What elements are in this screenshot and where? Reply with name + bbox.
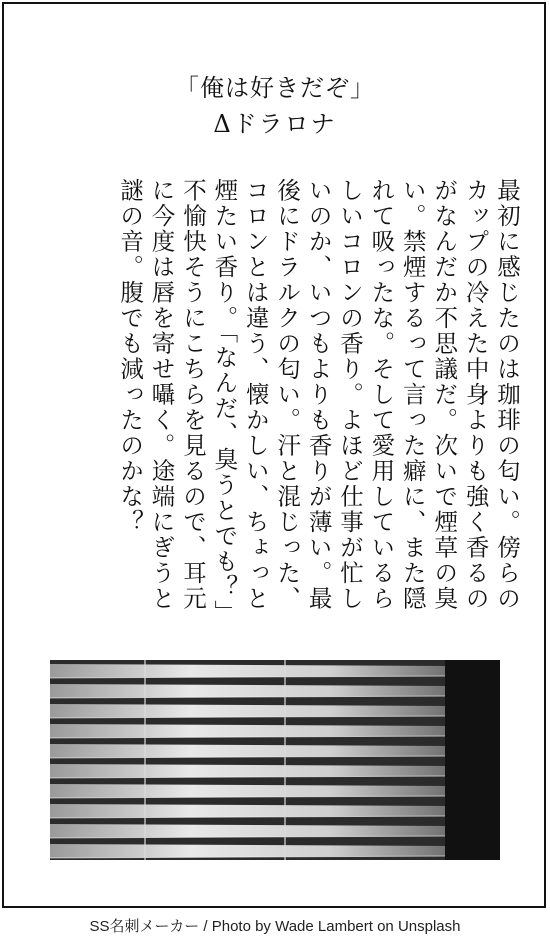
story-body: 最初に感じたのは珈琲の匂い。傍らの カップの冷えた中身よりも強く香るの がなんだか不思議だ。次いで煙草の臭 い。禁煙するって言った癖に、また隠 れて吸ったな。そして愛用しているら しいコロンの香り。よほど仕事が忙し いのか、いつもよりも香りが薄い。最 後にドラルクの匂い。汗と混じった、 コロンとは違う、懐かしい、ちょっと 煙たい香り。「なんだ、臭うとでも？」 不愉快そうにこちらを見るので、耳元 に今度は唇を寄せ囁く。途端にぎうと 謎の音。腹でも減ったのかな？ [116, 178, 521, 626]
window-blinds-photo [50, 660, 500, 860]
window-frame-shadow [445, 660, 500, 860]
photo-credit: SS名刺メーカー / Photo by Wade Lambert on Unsplash [89, 918, 461, 935]
blinds-illustration [50, 660, 500, 860]
story-pairing: Δドラロナ [213, 110, 337, 138]
story-title: 「俺は好きだぞ」 [175, 74, 375, 102]
